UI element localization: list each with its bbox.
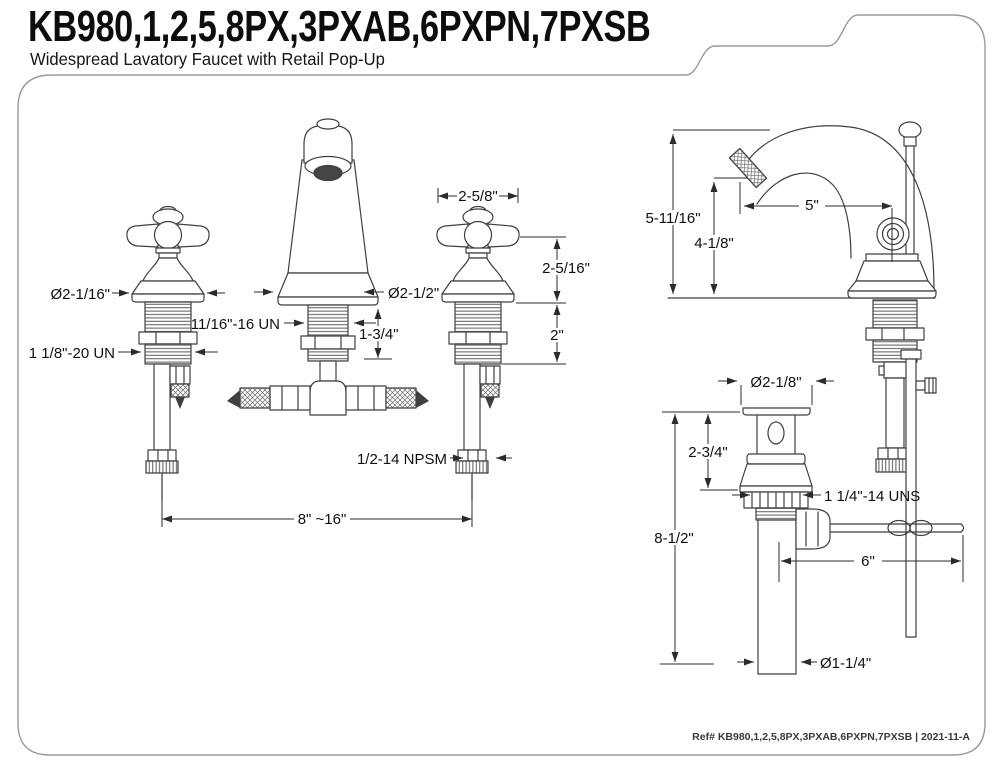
dim-flange-diameter: Ø2-1/8" <box>750 374 802 391</box>
dim-lever-rod-length: 6" <box>861 553 875 570</box>
dim-left-shank-thread: 1 1/8"-20 UN <box>28 345 115 362</box>
dim-drain-top-length: 2-3/4" <box>688 444 728 461</box>
dim-drain-overall-length: 8-1/2" <box>654 530 694 547</box>
side-view-dimensions <box>645 130 892 294</box>
dim-handle-shank-length: 2" <box>550 327 564 344</box>
dim-handle-height: 2-5/16" <box>542 260 590 277</box>
dim-spread-range: 8" ~16" <box>297 511 347 528</box>
drain-view <box>651 374 964 674</box>
dim-left-handle-diameter: Ø2-1/16" <box>50 286 110 303</box>
front-view <box>29 119 592 528</box>
popup-drain <box>740 408 964 674</box>
page-subtitle: Widespread Lavatory Faucet with Retail Pop-Up <box>30 49 385 69</box>
dim-spout-shank-thread: 11/16"-16 UN <box>190 316 280 333</box>
dim-spout-escutcheon-diameter: Ø2-1/2" <box>388 285 440 302</box>
front-spout <box>227 119 429 415</box>
dim-spout-shank-length: 1-3/4" <box>359 326 399 343</box>
front-left-handle <box>127 207 209 501</box>
front-right-handle <box>437 207 519 501</box>
reference-number: Ref# KB980,1,2,5,8PX,3PXAB,6PXPN,7PXSB | 2021-11-A <box>692 731 970 743</box>
aerator <box>314 166 342 181</box>
dim-supply-nut-thread: 1/2-14 NPSM <box>356 451 447 468</box>
dim-handle-width: 2-5/8" <box>458 188 498 205</box>
dim-drain-thread: 1 1/4"-14 UNS <box>824 488 921 505</box>
dim-spout-height: 4-1/8" <box>694 235 734 252</box>
dim-spout-reach: 5" <box>805 197 819 214</box>
dim-tailpiece-diameter: Ø1-1/4" <box>820 655 872 672</box>
dim-overall-height: 5-11/16" <box>645 210 701 227</box>
page-title: KB980,1,2,5,8PX,3PXAB,6PXPN,7PXSB <box>28 2 651 51</box>
